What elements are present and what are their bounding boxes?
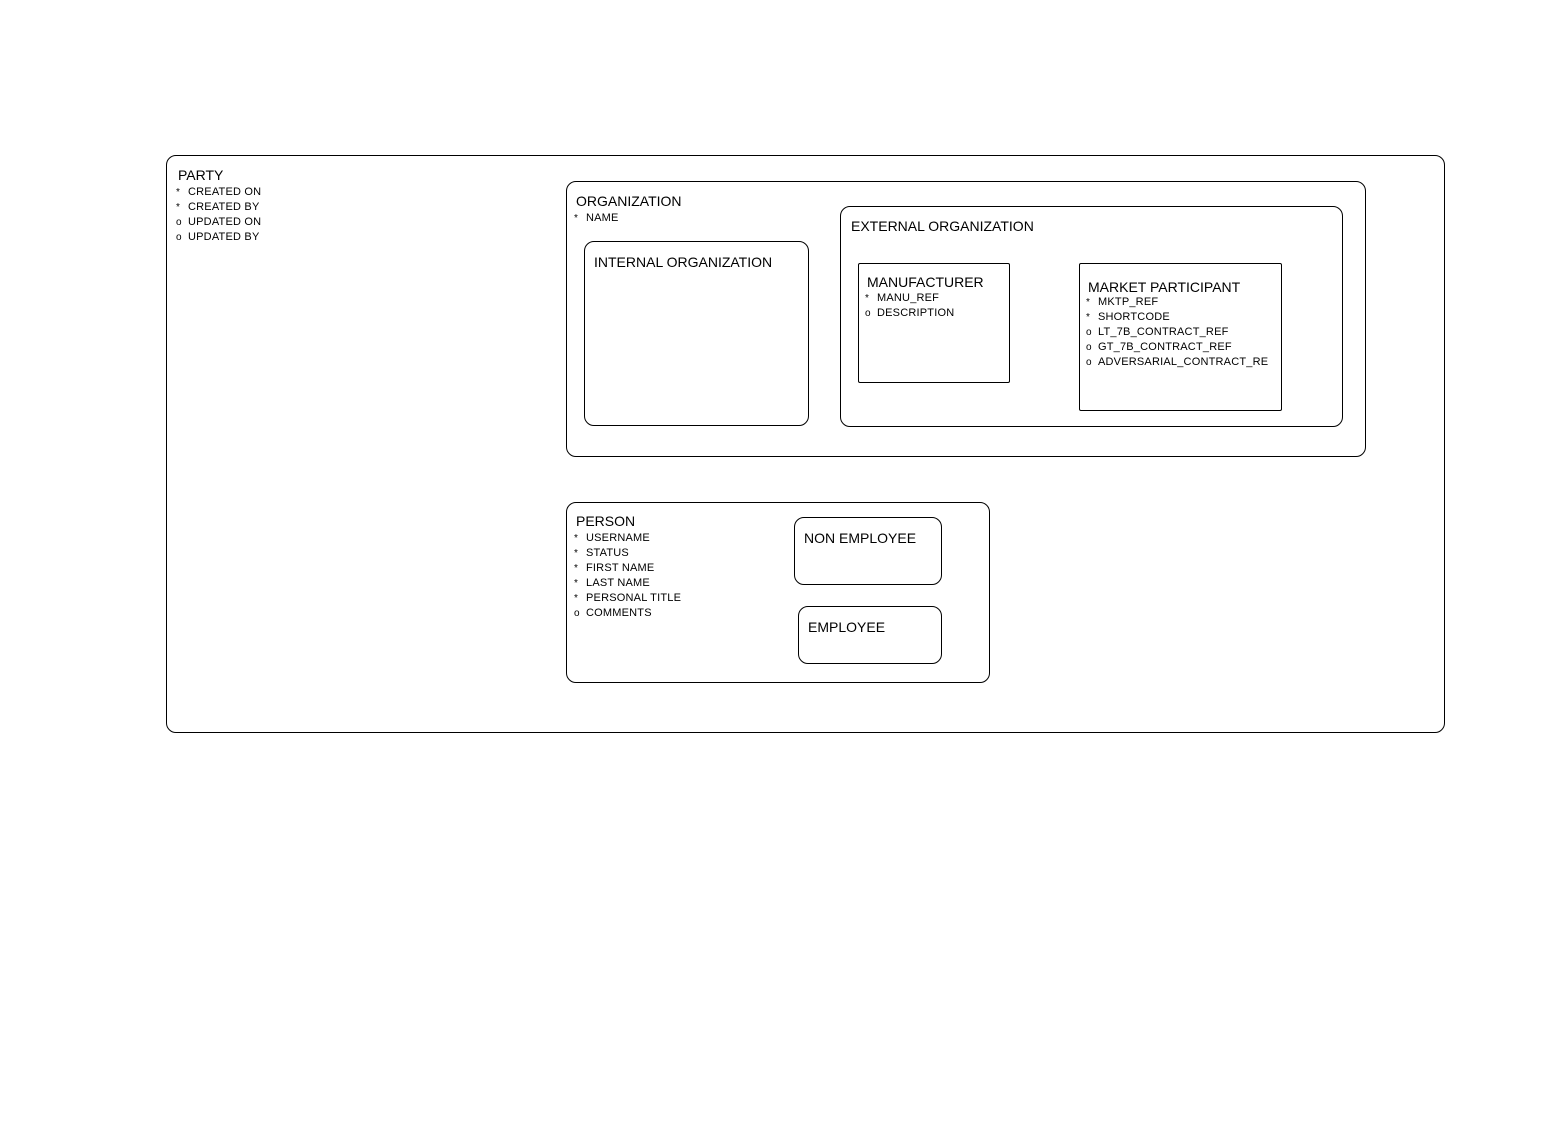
attribute-label: UPDATED ON: [188, 216, 262, 228]
entity-internal-organization-name: INTERNAL ORGANIZATION: [594, 254, 773, 270]
attribute-label: CREATED ON: [188, 186, 262, 198]
attribute-label: GT_7B_CONTRACT_REF: [1098, 341, 1232, 353]
attribute-label: MANU_REF: [877, 292, 940, 304]
attribute-row: [1086, 295, 1268, 310]
entity-market-participant-attributes: [1086, 295, 1268, 370]
attribute-optionality: *: [1086, 312, 1090, 323]
attribute-row: [1086, 340, 1268, 355]
attribute-row: [574, 576, 681, 591]
entity-external-organization-name: EXTERNAL ORGANIZATION: [851, 218, 1034, 234]
entity-manufacturer-name: MANUFACTURER: [867, 274, 984, 290]
attribute-optionality: o: [865, 308, 871, 319]
entity-party-attributes: [176, 185, 261, 245]
attribute-optionality: *: [1086, 297, 1090, 308]
attribute-optionality: *: [574, 213, 578, 224]
attribute-optionality: *: [574, 578, 578, 589]
entity-non-employee[interactable]: [794, 517, 942, 585]
entity-manufacturer-attributes: [865, 291, 954, 321]
attribute-optionality: *: [176, 187, 180, 198]
attribute-optionality: *: [574, 533, 578, 544]
attribute-optionality: o: [176, 217, 182, 228]
attribute-row: [1086, 310, 1268, 325]
attribute-label: PERSONAL TITLE: [586, 592, 682, 604]
attribute-label: UPDATED BY: [188, 231, 260, 243]
attribute-optionality: o: [1086, 327, 1092, 338]
attribute-optionality: *: [176, 202, 180, 213]
attribute-row: [176, 200, 261, 215]
attribute-row: [574, 606, 681, 621]
attribute-label: DESCRIPTION: [877, 307, 955, 319]
attribute-optionality: *: [865, 293, 869, 304]
attribute-optionality: o: [176, 232, 182, 243]
attribute-row: [865, 291, 954, 306]
attribute-row: [574, 591, 681, 606]
entity-organization-name: ORGANIZATION: [576, 193, 682, 209]
attribute-row: [574, 561, 681, 576]
attribute-label: FIRST NAME: [586, 562, 655, 574]
entity-employee[interactable]: [798, 606, 942, 664]
attribute-row: [176, 185, 261, 200]
attribute-row: [574, 211, 619, 226]
attribute-optionality: o: [1086, 342, 1092, 353]
attribute-label: SHORTCODE: [1098, 311, 1170, 323]
attribute-row: [574, 531, 681, 546]
entity-non-employee-name: NON EMPLOYEE: [804, 530, 917, 546]
attribute-row: [865, 306, 954, 321]
attribute-row: [1086, 325, 1268, 340]
attribute-optionality: *: [574, 548, 578, 559]
attribute-optionality: *: [574, 593, 578, 604]
entity-employee-name: EMPLOYEE: [808, 619, 886, 635]
attribute-row: [176, 215, 261, 230]
entity-market-participant-name: MARKET PARTICIPANT: [1088, 279, 1241, 295]
attribute-optionality: o: [1086, 357, 1092, 368]
attribute-optionality: *: [574, 563, 578, 574]
attribute-row: [574, 546, 681, 561]
attribute-label: CREATED BY: [188, 201, 260, 213]
attribute-row: [1086, 355, 1268, 370]
entity-party-name: PARTY: [178, 167, 224, 183]
attribute-row: [176, 230, 261, 245]
entity-person-name: PERSON: [576, 513, 636, 529]
attribute-label: COMMENTS: [586, 607, 652, 619]
attribute-label: LT_7B_CONTRACT_REF: [1098, 326, 1229, 338]
attribute-label: MKTP_REF: [1098, 296, 1159, 308]
attribute-optionality: o: [574, 608, 580, 619]
attribute-label: USERNAME: [586, 532, 650, 544]
entity-organization-attributes: [574, 211, 619, 226]
attribute-label: LAST NAME: [586, 577, 650, 589]
attribute-label: NAME: [586, 212, 619, 224]
entity-person-attributes: [574, 531, 681, 621]
attribute-label: STATUS: [586, 547, 629, 559]
attribute-label: ADVERSARIAL_CONTRACT_RE: [1098, 356, 1269, 368]
